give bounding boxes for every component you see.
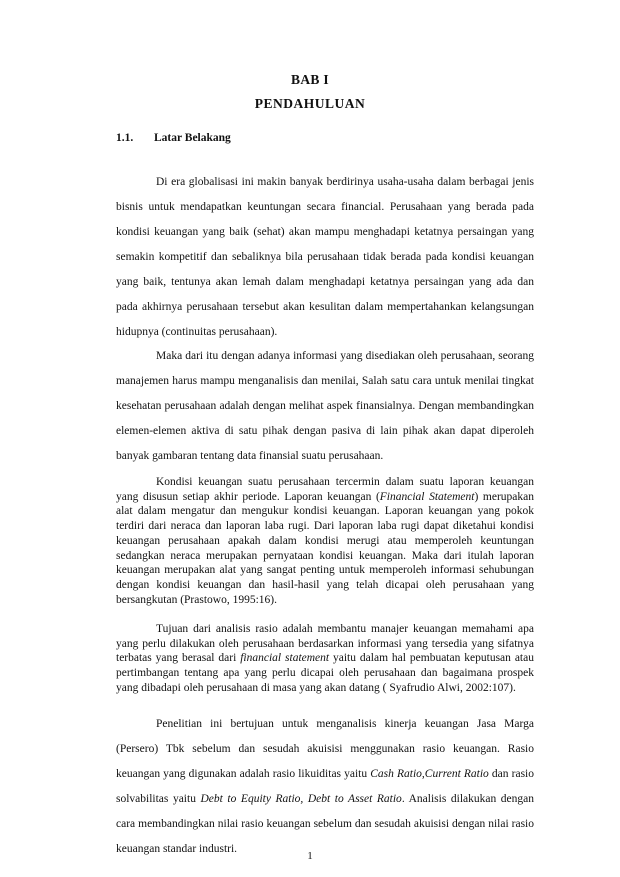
paragraph-5-italic-b: Debt to Equity Ratio, Debt to Asset Ratio <box>200 793 402 805</box>
paragraph-3 <box>116 475 534 607</box>
paragraph-5-text <box>116 712 534 862</box>
paragraph-3-part-b: ) merupakan alat dalam mengatur dan mengukur kondisi keuangan. Laporan keuangan yang pokok terdiri dari neraca dan laporan laba rugi. Dari laporan laba rugi dapat diketahui kondisi keuangan perusahaan apakah dalam kondisi merugi atau memperoleh keuntungan sedangkan neraca merupakan pernyataan kondisi keuangan. Maka dari itulah laporan keuangan merupakan alat yang sangat penting untuk memperoleh informasi sehubungan dengan kondisi keuangan dan hasil-hasil yang telah dicapai oleh perusahaan yang bersangkutan (Prastowo, 1995:16). <box>116 490 534 606</box>
paragraph-5-part-b: dan rasio solvabilitas yaitu <box>116 768 534 805</box>
paragraph-3-part-a: Kondisi keuangan suatu perusahaan tercermin dalam suatu laporan keuangan yang disusun setiap akhir periode. Laporan keuangan ( <box>116 476 534 503</box>
paragraph-5-italic-a: Cash Ratio,Current Ratio <box>370 768 489 780</box>
page-number: 1 <box>307 850 313 862</box>
paragraph-5-part-a: Penelitian ini bertujuan untuk menganalisis kinerja keuangan Jasa Marga (Persero) Tbk sebelum dan sesudah akuisisi menggunakan rasio keuangan. Rasio keuangan yang digunakan adalah rasio likuiditas yaitu <box>116 718 534 780</box>
chapter-title: PENDAHULUAN <box>254 96 366 111</box>
paragraph-4-part-a: Tujuan dari analisis rasio adalah membantu manajer keuangan memahami apa yang perlu dilakukan oleh perusahaan berdasarkan informasi yang tersedia yang sifatnya terbatas yang berasal dari <box>116 623 534 665</box>
paragraph-2 <box>116 344 534 469</box>
paragraph-4-text <box>116 622 534 696</box>
section-heading <box>116 132 231 144</box>
paragraph-4-part-b: yaitu dalam hal pembuatan keputusan atau pertimbangan tentang apa yang perlu dicapai oleh perusahaan dan bagaimana prospek yang dibadapi oleh perusahaan di masa yang akan datang ( Syafrudio Alwi, 2002:107). <box>116 652 534 694</box>
paragraph-1-text: Di era globalisasi ini makin banyak berdirinya usaha-usaha dalam berbagai jenis bisnis untuk mendapatkan keuntungan secara financial. Perusahaan yang berada pada kondisi keuangan yang baik (sehat) akan mampu menghadapi ketatnya persaingan yang semakin kompetitif dan sebaliknya bila perusahaan tidak berada pada kondisi keuangan yang baik, tentunya akan lemah dalam menghadapi ketatnya persaingan yang ada dan pada akhirnya perusahaan tersebut akan kesulitan dalam mempertahankan kelangsungan hidupnya (continuitas perusahaan). <box>116 176 534 338</box>
paragraph-5 <box>116 712 534 862</box>
paragraph-2-text: Maka dari itu dengan adanya informasi yang disediakan oleh perusahaan, seorang manajemen harus mampu menganalisis dan menilai, Salah satu cara untuk menilai tingkat kesehatan perusahaan adalah dengan melihat aspek finansialnya. Dengan membandingkan elemen-elemen aktiva di satu pihak dengan pasiva di lain pihak akan dapat diperoleh banyak gambaran tentang data finansial suatu perusahaan. <box>116 350 534 462</box>
paragraph-3-italic: Financial Statement <box>379 490 475 503</box>
section-title: Latar Belakang <box>154 132 231 144</box>
paragraph-5-part-c: . Analisis dilakukan dengan cara membandingkan nilai rasio keuangan sebelum dan sesudah akuisisi dengan nilai rasio keuangan standar industri. <box>116 793 534 855</box>
section-number: 1.1. <box>116 132 134 144</box>
chapter-number: BAB I <box>291 72 329 87</box>
paragraph-4-italic: financial statement <box>240 652 330 665</box>
paragraph-3-text <box>116 475 534 607</box>
paragraph-4 <box>116 622 534 696</box>
paragraph-1 <box>116 170 534 345</box>
